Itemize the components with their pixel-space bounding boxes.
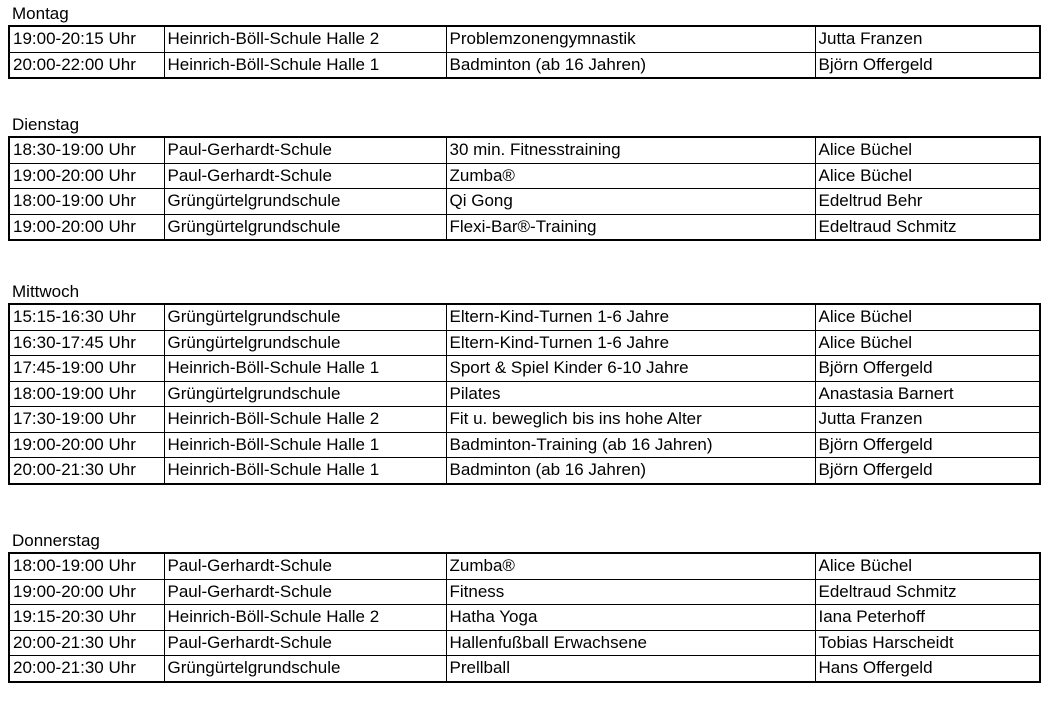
time-cell: 16:30-17:45 Uhr: [9, 330, 164, 356]
course-cell: Badminton (ab 16 Jahren): [446, 458, 815, 484]
table-row: [9, 137, 1040, 163]
time-cell: 20:00-22:00 Uhr: [9, 52, 164, 78]
course-cell: Zumba®: [446, 163, 815, 189]
time-cell: 18:00-19:00 Uhr: [9, 381, 164, 407]
table-row: [9, 656, 1040, 682]
trainer-cell: Alice Büchel: [815, 330, 1040, 356]
day-title: Donnerstag: [12, 531, 100, 550]
table-row: [9, 356, 1040, 382]
venue-cell: Paul-Gerhardt-Schule: [164, 579, 446, 605]
trainer-cell: Alice Büchel: [815, 163, 1040, 189]
course-cell: Fitness: [446, 579, 815, 605]
table-row: [9, 432, 1040, 458]
trainer-cell: Jutta Franzen: [815, 407, 1040, 433]
trainer-cell: Iana Peterhoff: [815, 605, 1040, 631]
table-row: [9, 458, 1040, 484]
trainer-cell: Björn Offergeld: [815, 432, 1040, 458]
venue-cell: Heinrich-Böll-Schule Halle 1: [164, 432, 446, 458]
venue-cell: Heinrich-Böll-Schule Halle 1: [164, 356, 446, 382]
trainer-cell: Björn Offergeld: [815, 356, 1040, 382]
course-cell: Sport & Spiel Kinder 6-10 Jahre: [446, 356, 815, 382]
time-cell: 18:00-19:00 Uhr: [9, 189, 164, 215]
course-cell: Eltern-Kind-Turnen 1-6 Jahre: [446, 304, 815, 330]
trainer-cell: Alice Büchel: [815, 137, 1040, 163]
venue-cell: Paul-Gerhardt-Schule: [164, 137, 446, 163]
day-title: Mittwoch: [12, 282, 80, 301]
table-row: [9, 407, 1040, 433]
schedule-table: [8, 25, 1041, 79]
trainer-cell: Alice Büchel: [815, 553, 1040, 579]
trainer-cell: Edeltrud Behr: [815, 189, 1040, 215]
trainer-cell: Björn Offergeld: [815, 52, 1040, 78]
table-row: [9, 630, 1040, 656]
time-cell: 18:30-19:00 Uhr: [9, 137, 164, 163]
venue-cell: Paul-Gerhardt-Schule: [164, 630, 446, 656]
day-title: Montag: [12, 4, 69, 23]
course-cell: Pilates: [446, 381, 815, 407]
table-row: [9, 381, 1040, 407]
trainer-cell: Alice Büchel: [815, 304, 1040, 330]
time-cell: 20:00-21:30 Uhr: [9, 630, 164, 656]
time-cell: 19:00-20:00 Uhr: [9, 432, 164, 458]
venue-cell: Heinrich-Böll-Schule Halle 1: [164, 458, 446, 484]
table-row: [9, 579, 1040, 605]
table-row: [9, 214, 1040, 240]
course-cell: Fit u. beweglich bis ins hohe Alter: [446, 407, 815, 433]
venue-cell: Grüngürtelgrundschule: [164, 330, 446, 356]
time-cell: 19:00-20:00 Uhr: [9, 214, 164, 240]
schedule-table: [8, 552, 1041, 683]
time-cell: 19:00-20:15 Uhr: [9, 26, 164, 52]
venue-cell: Paul-Gerhardt-Schule: [164, 553, 446, 579]
venue-cell: Grüngürtelgrundschule: [164, 189, 446, 215]
table-row: [9, 553, 1040, 579]
venue-cell: Grüngürtelgrundschule: [164, 656, 446, 682]
venue-cell: Heinrich-Böll-Schule Halle 2: [164, 26, 446, 52]
table-row: [9, 189, 1040, 215]
time-cell: 19:00-20:00 Uhr: [9, 579, 164, 605]
venue-cell: Heinrich-Böll-Schule Halle 2: [164, 605, 446, 631]
trainer-cell: Björn Offergeld: [815, 458, 1040, 484]
course-cell: Zumba®: [446, 553, 815, 579]
trainer-cell: Hans Offergeld: [815, 656, 1040, 682]
venue-cell: Grüngürtelgrundschule: [164, 304, 446, 330]
table-row: [9, 330, 1040, 356]
schedule-table: [8, 303, 1041, 485]
time-cell: 15:15-16:30 Uhr: [9, 304, 164, 330]
time-cell: 18:00-19:00 Uhr: [9, 553, 164, 579]
venue-cell: Grüngürtelgrundschule: [164, 214, 446, 240]
venue-cell: Paul-Gerhardt-Schule: [164, 163, 446, 189]
time-cell: 19:00-20:00 Uhr: [9, 163, 164, 189]
course-cell: Hatha Yoga: [446, 605, 815, 631]
table-row: [9, 163, 1040, 189]
trainer-cell: Tobias Harscheidt: [815, 630, 1040, 656]
trainer-cell: Anastasia Barnert: [815, 381, 1040, 407]
table-row: [9, 605, 1040, 631]
schedule-table: [8, 136, 1041, 241]
time-cell: 20:00-21:30 Uhr: [9, 458, 164, 484]
time-cell: 19:15-20:30 Uhr: [9, 605, 164, 631]
table-row: [9, 26, 1040, 52]
course-cell: 30 min. Fitnesstraining: [446, 137, 815, 163]
table-row: [9, 52, 1040, 78]
course-cell: Flexi-Bar®-Training: [446, 214, 815, 240]
trainer-cell: Edeltraud Schmitz: [815, 214, 1040, 240]
trainer-cell: Edeltraud Schmitz: [815, 579, 1040, 605]
course-cell: Eltern-Kind-Turnen 1-6 Jahre: [446, 330, 815, 356]
venue-cell: Grüngürtelgrundschule: [164, 381, 446, 407]
time-cell: 17:30-19:00 Uhr: [9, 407, 164, 433]
day-title: Dienstag: [12, 115, 80, 134]
course-cell: Problemzonengymnastik: [446, 26, 815, 52]
venue-cell: Heinrich-Böll-Schule Halle 1: [164, 52, 446, 78]
venue-cell: Heinrich-Böll-Schule Halle 2: [164, 407, 446, 433]
course-cell: Prellball: [446, 656, 815, 682]
table-row: [9, 304, 1040, 330]
trainer-cell: Jutta Franzen: [815, 26, 1040, 52]
course-cell: Qi Gong: [446, 189, 815, 215]
time-cell: 17:45-19:00 Uhr: [9, 356, 164, 382]
course-cell: Badminton-Training (ab 16 Jahren): [446, 432, 815, 458]
course-cell: Hallenfußball Erwachsene: [446, 630, 815, 656]
course-cell: Badminton (ab 16 Jahren): [446, 52, 815, 78]
time-cell: 20:00-21:30 Uhr: [9, 656, 164, 682]
